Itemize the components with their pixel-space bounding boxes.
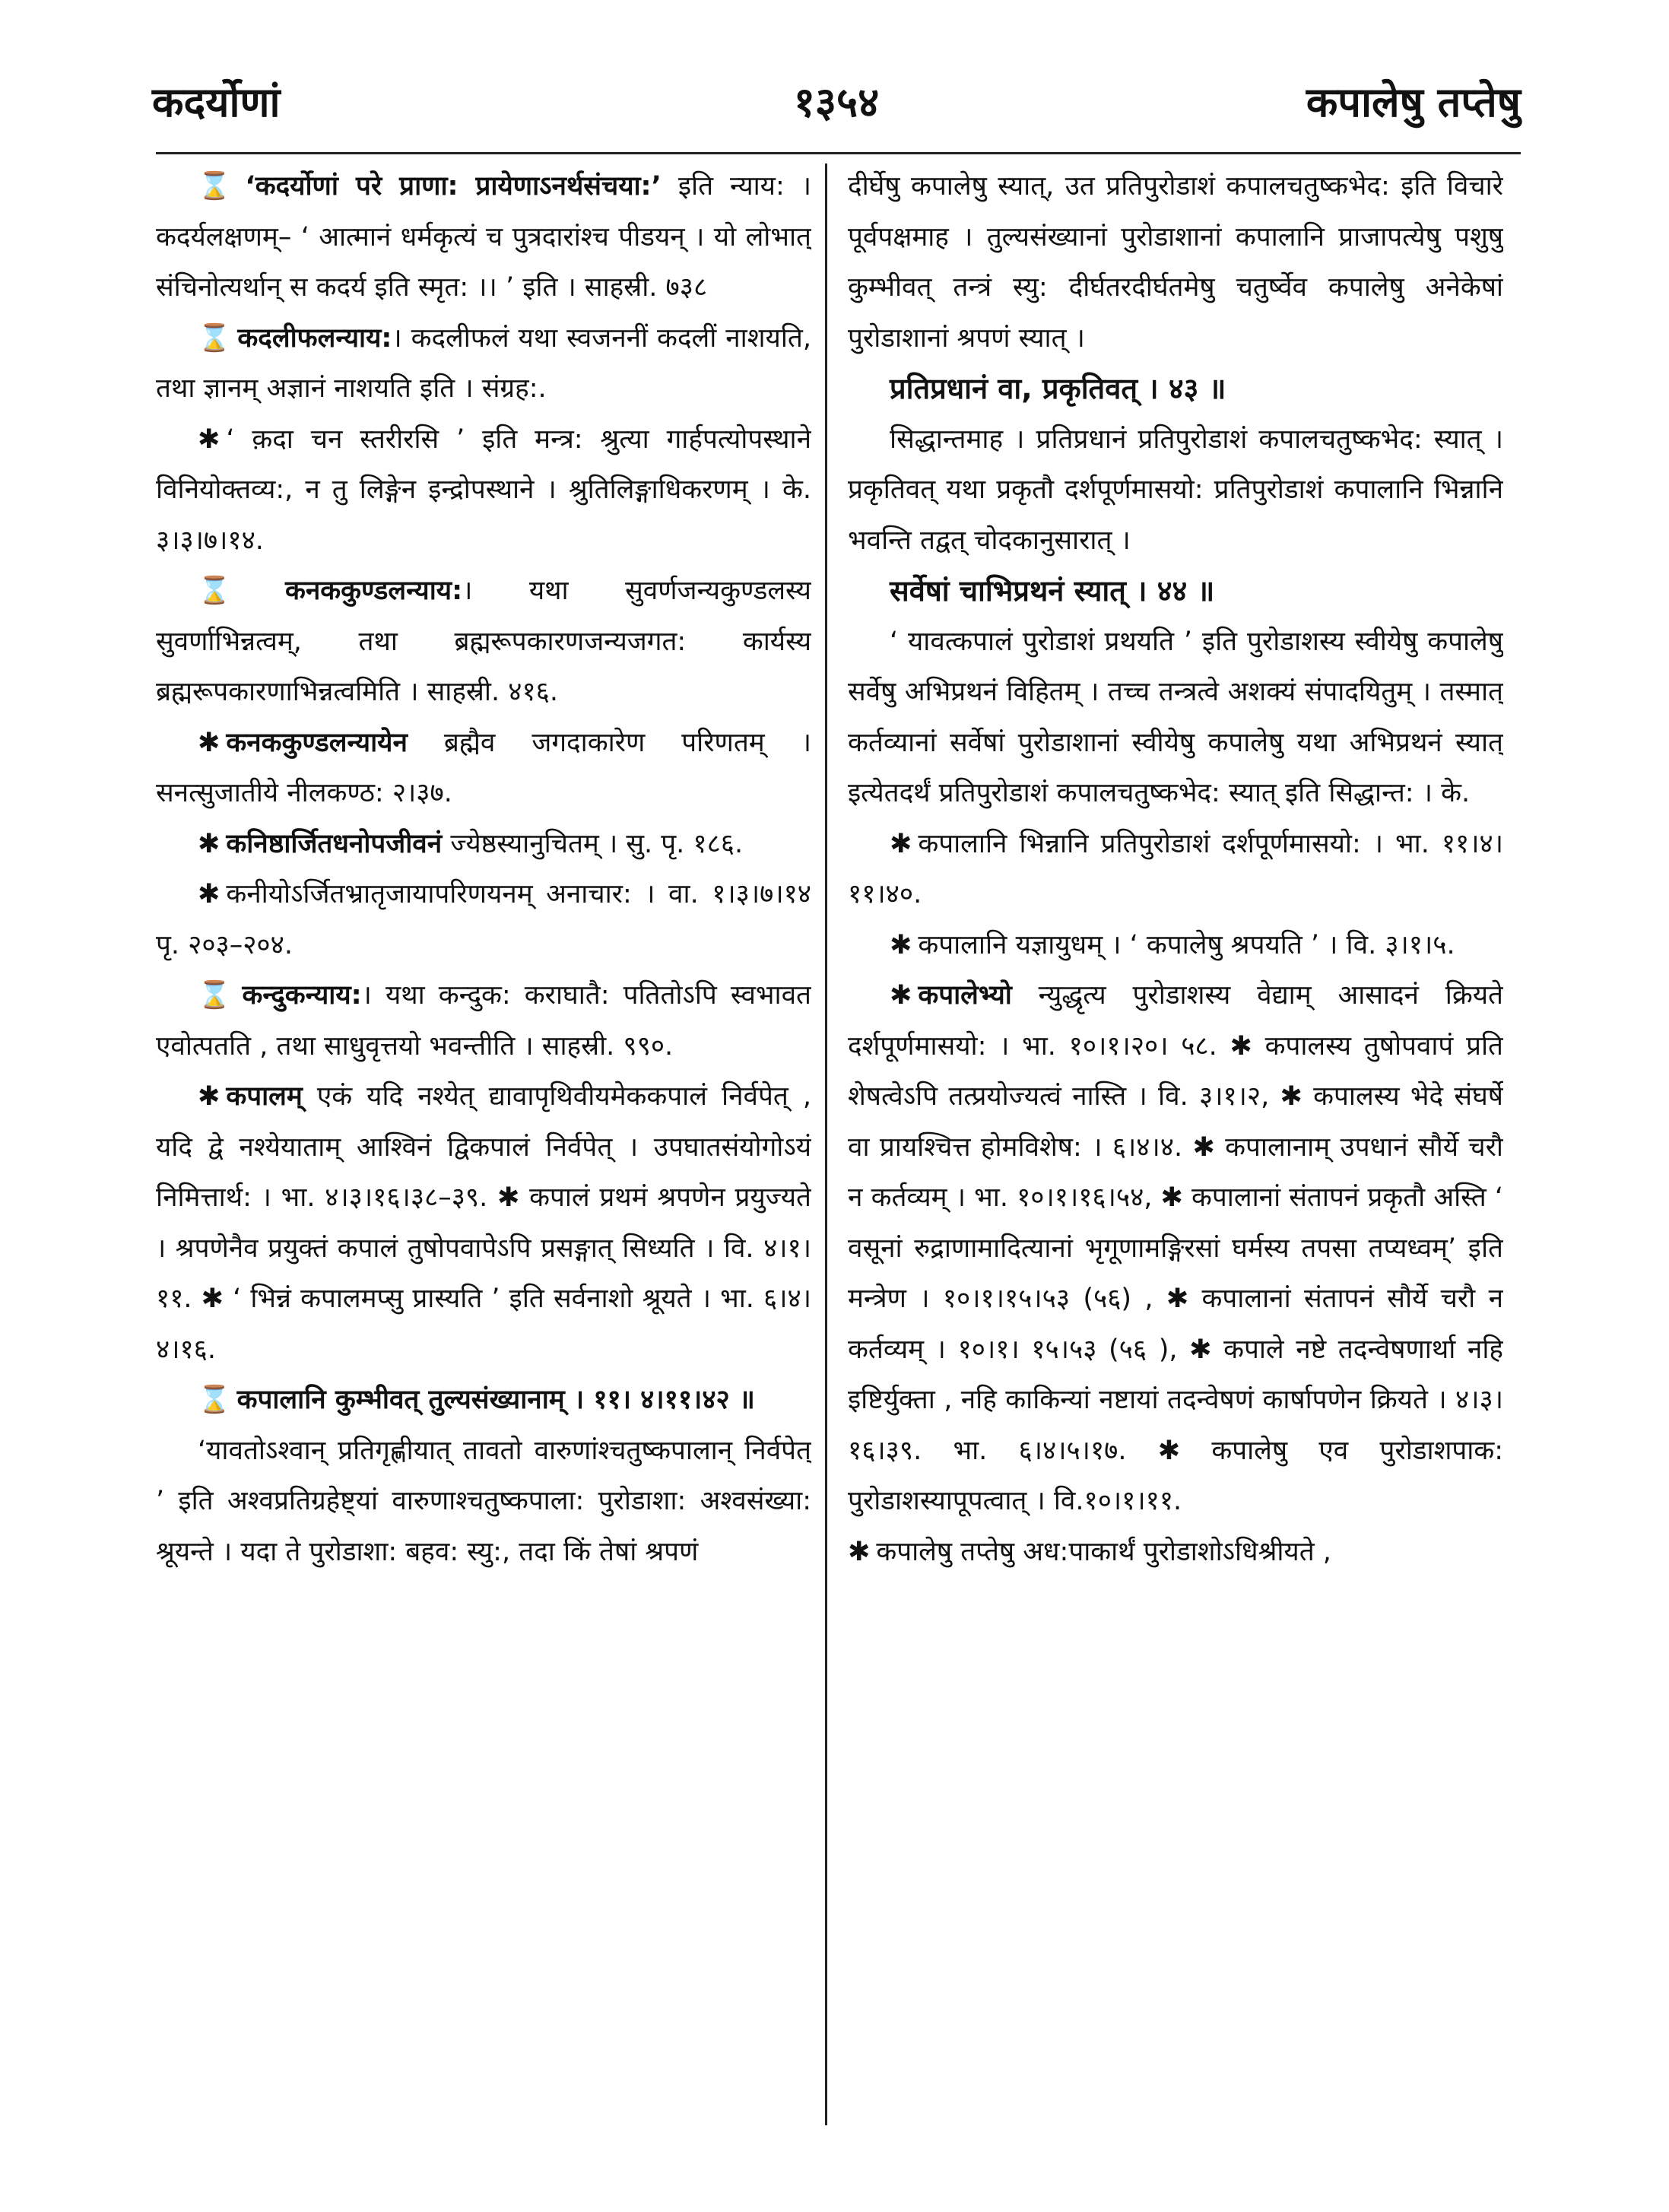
entry-body: न्युद्धृत्य पुरोडाशस्य वेद्याम् आसादनं क्रियते दर्शपूर्णमासयो: । भा. १०।१।२०। ५८. ✱ कपालस्य तुषोपवापं प्रति शेषत्वेऽपि तत्प्रयोज्यत्वं नास्ति । वि. ३।१।२, ✱ कपालस्य भेदे संघर्षे वा प्रायश्चित्त होमविशेष: । ६।४।४. ✱ कपालानाम् उपधानं सौर्ये चरौ न कर्तव्यम् । भा. १०।१।१६।५४, ✱ कपालानां संतापनं प्रकृतौ अस्ति ‘ वसूनां रुद्राणामादित्यानां भृगूणामङ्गिरसां घर्मस्य तपसा तप्यध्वम्’ इति मन्त्रेण । १०।१।१५।५३ (५६) , ✱ कपालानां संतापनं सौर्ये चरौ न कर्तव्यम् । १०।१। १५।५३ (५६ ), ✱ कपाले नष्टे तदन्वेषणार्था नहि इष्टिर्युक्ता , नहि काकिन्यां नष्टायां तदन्वेषणं कार्षापणेन क्रियते । ४।३।१६।३९. भा. ६।४।५।१७. ✱ कपालेषु एव पुरोडाशपाक: पुरोडाशस्यापूपत्वात् । वि.१०।१।११. [848,980,1503,1516]
entry-body: सिद्धान्तमाह । प्रतिप्रधानं प्रतिपुरोडाशं कपालचतुष्कभेद: स्यात् । प्रकृतिवत् यथा प्रकृतौ दर्शपूर्णमासयो: प्रतिपुरोडाशं कपालानि भिन्नानि भवन्ति तद्वत् चोदकानुसारात् । [848,424,1503,556]
asterisk-icon: ✱ [198,1081,221,1112]
entry-title: कनककुण्डलन्याय: [284,576,463,606]
asterisk-icon: ✱ [198,727,221,758]
entry-body: ‘ यावत्कपालं पुरोडाशं प्रथयति ’ इति पुरोडाशस्य स्वीयेषु कपालेषु सर्वेषु अभिप्रथनं विहितम् । तच्च तन्त्रत्वे अशक्यं संपादयितुम् । तस्मात् कर्तव्यानां सर्वेषां पुरोडाशानां स्वीयेषु कपालेषु यथा अभिप्रथनं स्यात् इत्येतदर्थं प्रतिपुरोडाशं कपालचतुष्कभेद: स्यात् इति सिद्धान्त: । के. [848,626,1503,808]
entry-body: इति न्याय: । कदर्यलक्षणम्– ‘ आत्मानं धर्मकृत्यं च पुत्रदारांश्च पीडयन् । यो लोभात् संचिनोत्यर्थान् स कदर्य इति स्मृत: ।। ’ इति । साहस्री. ७३८ [156,171,811,303]
entry [848,1527,1503,1578]
entry-body: कपालानि भिन्नानि प्रतिपुरोडाशं दर्शपूर्णमासयो: । भा. ११।४।११।४०. [848,828,1503,909]
entry-body: एकं यदि नश्येत् द्यावापृथिवीयमेककपालं निर्वपेत् , यदि द्वे नश्येयाताम् आश्विनं द्विकपालं निर्वपेत् । उपघातसंयोगोऽयं निमित्तार्थ: । भा. ४।३।१६।३८–३९. ✱ कपालं प्रथमं श्रपणेन प्रयुज्यते । श्रपणेनैव प्रयुक्तं कपालं तुषोपवापेऽपि प्रसङ्गात् सिध्यति । वि. ४।१।११. ✱ ‘ भिन्नं कपालमप्सु प्रास्यति ’ इति सर्वनाशो श्रूयते । भा. ६।४।४।१६. [156,1081,811,1365]
entry-body: कनीयोऽर्जितभ्रातृजायापरिणयनम् अनाचार: । वा. १।३।७।१४ पृ. २०३–२०४. [156,879,811,960]
entry-title: कनिष्ठार्जितधनोपजीवनं [226,828,443,859]
asterisk-icon: ✱ [198,828,221,859]
nyaya-icon: ⌛ [198,171,240,202]
asterisk-icon: ✱ [198,879,221,909]
asterisk-icon: ✱ [890,828,912,859]
entry [156,718,811,819]
header-rule [156,152,1521,154]
entry-title: कदलीफलन्याय: [237,322,392,354]
entry-body: दीर्घेषु कपालेषु स्यात्, उत प्रतिपुरोडाशं कपालचतुष्कभेद: इति विचारे पूर्वपक्षमाह । तुल्यसंख्यानां पुरोडाशानां कपालानि प्राजापत्येषु पशुषु कुम्भीवत् तन्त्रं स्यु: दीर्घतरदीर्घतमेषु चतुर्ष्वेव कपालेषु अनेकेषां पुरोडाशानां श्रपणं स्यात् । [848,171,1503,354]
asterisk-icon: ✱ [890,980,912,1011]
entry-body: । कदलीफलं यथा स्वजननीं कदलीं नाशयति, तथा ज्ञानम् अज्ञानं नाशयति इति । संग्रह:. [156,322,811,404]
page-number: १३५४ [793,78,880,126]
sutra: सर्वेषां चाभिप्रथनं स्यात् । ४४ ॥ [890,574,1215,608]
asterisk-icon: ✱ [848,1536,871,1567]
sutra: प्रतिप्रधानं वा, प्रकृतिवत् । ४३ ॥ [890,372,1226,405]
entry-body: । यथा कन्दुक: कराघातै: पतितोऽपि स्वभावत एवोत्पतति , तथा साधुवृत्तयो भवन्तीति । साहस्री. ९९०. [156,980,811,1062]
header-left-catchword: कदर्योणां [152,78,281,126]
asterisk-icon: ✱ [890,929,912,960]
entry-title: कपालेभ्यो [918,980,1012,1011]
asterisk-icon: ✱ [198,424,221,455]
right-column [848,161,1503,2131]
entry-body: कपालानि यज्ञायुधम् । ‘ कपालेषु श्रपयति ’ । वि. ३।१।५. [918,929,1455,960]
entry [848,970,1503,1527]
column-divider [825,163,827,2125]
entry [156,1375,811,1426]
entry [156,414,811,566]
nyaya-icon: ⌛ [198,322,232,354]
entry [848,819,1503,920]
entry-title: कपालम् [226,1081,303,1112]
entry-body: ‘यावतोऽश्वान् प्रतिगृह्णीयात् तावतो वारुणांश्चतुष्कपालान् निर्वपेत् ’ इति अश्वप्रतिग्रहेष्ट्यां वारुणाश्चतुष्कपाला: पुरोडाशा: अश्वसंख्या: श्रूयन्ते । यदा ते पुरोडाशा: बहव: स्यु:, तदा किं तेषां श्रपणं [156,1435,811,1567]
entry [848,920,1503,971]
entry-body: ‘ क़दा चन स्तरीरसि ’ इति मन्त्र: श्रुत्या गार्हपत्योपस्थाने विनियोक्तव्य:, न तु लिङ्गेन इन्द्रोपस्थाने । श्रुतिलिङ्गाधिकरणम् । के. ३।३।७।१४. [156,424,811,556]
header-right-catchword: कपालेषु तप्तेषु [1306,78,1521,126]
nyaya-icon: ⌛ [198,980,236,1011]
entry-title: कनककुण्डलन्यायेन [226,727,408,758]
entry [156,161,811,313]
entry-body: कपालेषु तप्तेषु अध:पाकार्थं पुरोडाशोऽधिश्रीयते , [876,1536,1331,1567]
left-column [156,161,811,2131]
nyaya-icon: ⌛ [198,1385,231,1415]
entry-title: ‘कदर्योणां परे प्राणा: प्रायेणाऽनर्थसंचया:’ [245,171,662,202]
entry [156,566,811,718]
entry [156,970,811,1071]
entry [156,819,811,870]
entry-title: कन्दुकन्याय: [242,980,362,1011]
entry-body: ज्येष्ठस्यानुचितम् । सु. पृ. १८६. [450,828,744,859]
entry-body: ब्रह्मैव जगदाकारेण परिणतम् । सनत्सुजातीये नीलकण्ठ: २।३७. [156,727,811,808]
page-header [152,72,1521,144]
entry [156,869,811,970]
entry-body: । यथा सुवर्णजन्यकुण्डलस्य सुवर्णाभिन्नत्वम्, तथा ब्रह्मरूपकारणजन्यजगत: कार्यस्य ब्रह्मरूपकारणाभिन्नत्वमिति । साहस्री. ४१६. [156,576,811,707]
nyaya-icon: ⌛ [198,576,279,606]
entry [156,1071,811,1375]
entry-title: कपालानि कुम्भीवत् तुल्यसंख्यानाम् । ११। ४।११।४२ ॥ [236,1385,755,1415]
entry [156,313,811,414]
